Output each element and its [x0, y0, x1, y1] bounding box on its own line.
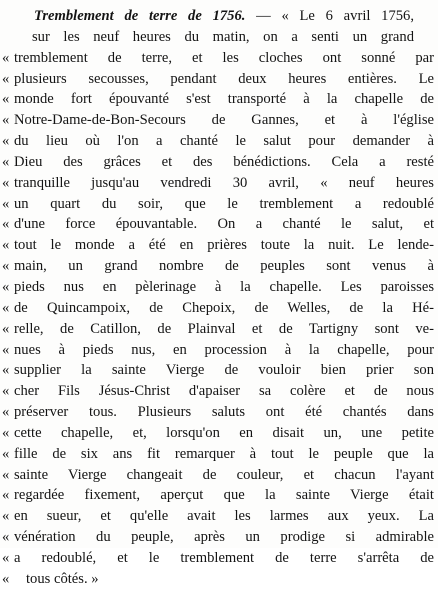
- article-line-text: a redoublé, et le tremblement de terre s'arrêta de: [14, 549, 434, 566]
- article-line-text: [34, 6, 414, 27]
- article-line-text: nues à pieds nus, en procession à la chapelle, pour: [14, 341, 434, 358]
- article-line-text: Dieu des grâces et des bénédictions. Cela a resté: [14, 153, 434, 170]
- article-line: [0, 235, 438, 256]
- article-line: [0, 423, 438, 444]
- article-line: [0, 569, 438, 590]
- article-line: [0, 381, 438, 402]
- quotation-mark: «: [2, 362, 10, 379]
- article-line: [0, 298, 438, 319]
- article-line: [0, 131, 438, 152]
- article-line: [0, 444, 438, 465]
- article-line: [0, 256, 438, 277]
- article-line: [0, 48, 438, 69]
- article-line-fragment: — « Le 6 avril 1756,: [256, 8, 414, 24]
- quotation-mark: «: [2, 49, 10, 66]
- article-line-text: du lieu où l'on a chanté le salut pour demander à: [14, 133, 434, 150]
- article-body: [0, 6, 438, 590]
- article-line-text: d'une force épouvantable. On a chanté le salut, et: [14, 216, 434, 233]
- quotation-mark: «: [2, 258, 10, 275]
- quotation-mark: «: [2, 320, 10, 337]
- article-line: [0, 194, 438, 215]
- article-line: [0, 277, 438, 298]
- article-line-text: relle, de Catillon, de Plainval et de Tartigny sont ve-: [14, 320, 434, 337]
- article-line-text: tout le monde a été en prières toute la nuit. Le lende-: [14, 237, 434, 254]
- article-line-text: sur les neuf heures du matin, on a senti un grand: [32, 28, 414, 45]
- article-line-text: tous côtés. »: [26, 570, 99, 587]
- article-line-text: en sueur, et qu'elle avait les larmes aux yeux. La: [14, 508, 434, 525]
- article-line: [0, 506, 438, 527]
- quotation-mark: «: [2, 70, 10, 87]
- article-line-text: Notre-Dame-de-Bon-Secours de Gannes, et à l'église: [14, 112, 434, 129]
- article-line-text: de Quincampoix, de Chepoix, de Welles, de la Hé-: [14, 299, 434, 316]
- article-title: Tremblement de terre de 1756.: [34, 8, 246, 24]
- article-line: [0, 465, 438, 486]
- article-line-text: main, un grand nombre de peuples sont venus à: [14, 258, 434, 275]
- quotation-mark: «: [2, 237, 10, 254]
- quotation-mark: «: [2, 299, 10, 316]
- article-line: [0, 360, 438, 381]
- article-line-text: plusieurs secousses, pendant deux heures entières. Le: [14, 70, 434, 87]
- article-line-text: regardée fixement, aperçut que la sainte Vierge était: [14, 487, 434, 504]
- article-line-text: pieds nus en pèlerinage à la chapelle. Les paroisses: [14, 278, 434, 295]
- article-line: [0, 319, 438, 340]
- article-line-text: monde fort épouvanté s'est transporté à la chapelle de: [14, 91, 434, 108]
- article-line: [0, 485, 438, 506]
- article-line: [0, 89, 438, 110]
- quotation-mark: «: [2, 91, 10, 108]
- article-line-text: fille de six ans fit remarquer à tout le peuple que la: [14, 445, 434, 462]
- article-line: [0, 402, 438, 423]
- article-line-text: cette chapelle, et, lorsqu'on en disait un, une petite: [14, 424, 434, 441]
- quotation-mark: «: [2, 195, 10, 212]
- quotation-mark: «: [2, 174, 10, 191]
- quotation-mark: «: [2, 424, 10, 441]
- quotation-mark: «: [2, 278, 10, 295]
- article-line-text: un quart du soir, que le tremblement a redoublé: [14, 195, 434, 212]
- article-line: [0, 173, 438, 194]
- quotation-mark: «: [2, 216, 10, 233]
- article-line: [0, 69, 438, 90]
- quotation-mark: «: [2, 466, 10, 483]
- article-line: [0, 340, 438, 361]
- article-line-text: supplier la sainte Vierge de vouloir bien prier son: [14, 362, 434, 379]
- quotation-mark: «: [2, 487, 10, 504]
- quotation-mark: «: [2, 549, 10, 566]
- quotation-mark: «: [2, 341, 10, 358]
- article-line: [0, 27, 438, 48]
- article-line: [0, 6, 438, 27]
- article-line-text: sainte Vierge changeait de couleur, et chacun l'ayant: [14, 466, 434, 483]
- quotation-mark: «: [2, 445, 10, 462]
- article-line: [0, 214, 438, 235]
- article-line-text: tremblement de terre, et les cloches ont sonné par: [14, 49, 434, 66]
- article-line-text: tranquille jusqu'au vendredi 30 avril, « neuf heures: [14, 174, 434, 191]
- quotation-mark: «: [2, 153, 10, 170]
- article-line-text: préserver tous. Plusieurs saluts ont été chantés dans: [14, 404, 434, 421]
- quotation-mark: «: [2, 570, 10, 587]
- quotation-mark: «: [2, 508, 10, 525]
- article-line-text: cher Fils Jésus-Christ d'apaiser sa colère et de nous: [14, 383, 434, 400]
- article-line: [0, 548, 438, 569]
- quotation-mark: «: [2, 133, 10, 150]
- quotation-mark: «: [2, 529, 10, 546]
- quotation-mark: «: [2, 404, 10, 421]
- quotation-mark: «: [2, 383, 10, 400]
- article-line-text: vénération du peuple, après un prodige si admirable: [14, 529, 434, 546]
- article-line: [0, 110, 438, 131]
- article-line: [0, 527, 438, 548]
- article-line: [0, 152, 438, 173]
- quotation-mark: «: [2, 112, 10, 129]
